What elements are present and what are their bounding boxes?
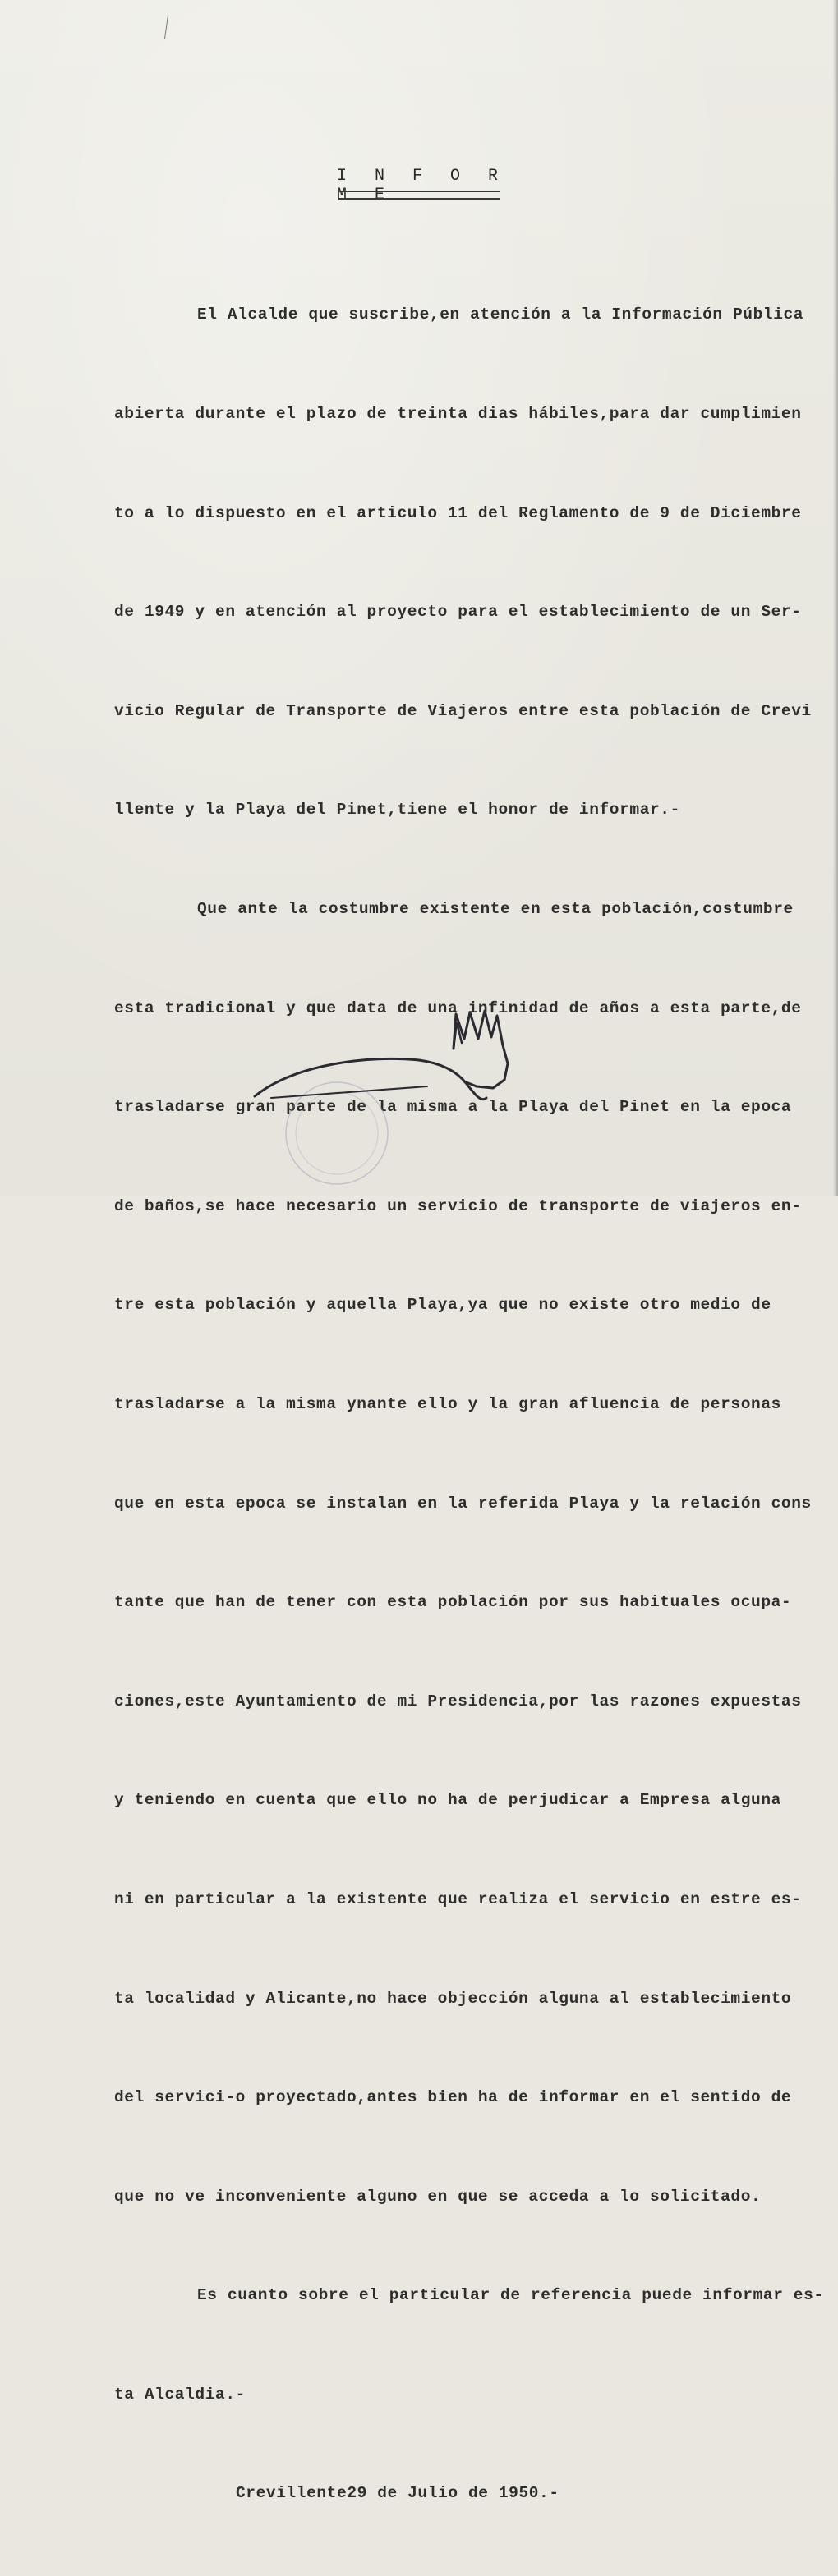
text-line: ciones,este Ayuntamiento de mi Presidencia,por las razones expuestas xyxy=(114,1692,802,1710)
text-line: trasladarse gran parte de la misma a la Playa del Pinet en la epoca xyxy=(114,1098,792,1117)
mayor-signature xyxy=(246,1006,542,1121)
text-line: vicio Regular de Transporte de Viajeros entre esta población de Crevi xyxy=(114,701,812,720)
text-line: que en esta epoca se instalan en la referida Playa y la relación cons xyxy=(114,1494,812,1513)
text-line: ta Alcaldia.- xyxy=(114,2385,246,2404)
text-line: abierta durante el plazo de treinta dias hábiles,para dar cumplimien xyxy=(114,405,802,423)
text-line: llente y la Playa del Pinet,tiene el honor de informar.- xyxy=(114,801,680,820)
report-body xyxy=(114,232,834,2576)
text-line: trasladarse a la misma ynante ello y la gran afluencia de personas xyxy=(114,1394,781,1413)
text-line: Que ante la costumbre existente en esta población,costumbre xyxy=(197,899,794,918)
document-heading: I N F O R M E xyxy=(337,167,508,204)
text-line: de 1949 y en atención al proyecto para el establecimiento de un Ser- xyxy=(114,603,802,622)
text-line: que no ve inconveniente alguno en que se acceda a lo solicitado. xyxy=(114,2187,762,2206)
text-line: tante que han de tener con esta población por sus habituales ocupa- xyxy=(114,1593,792,1612)
text-line: ni en particular a la existente que realiza el servicio en estre es- xyxy=(114,1890,802,1908)
text-line: El Alcalde que suscribe,en atención a la Información Pública xyxy=(197,305,804,324)
text-line: del servici-o proyectado,antes bien ha de informar en el sentido de xyxy=(114,2088,792,2107)
date-line: Crevillente29 de Julio de 1950.- xyxy=(236,2484,559,2503)
text-line: to a lo dispuesto en el articulo 11 del Reglamento de 9 de Diciembre xyxy=(114,503,802,522)
pencil-mark xyxy=(164,15,171,39)
text-line: tre esta población y aquella Playa,ya que no existe otro medio de xyxy=(114,1296,771,1315)
text-line: y teniendo en cuenta que ello no ha de perjudicar a Empresa alguna xyxy=(114,1791,781,1810)
text-line: esta tradicional y que data de una infinidad de años a esta parte,de xyxy=(114,999,802,1017)
text-line: ta localidad y Alicante,no hace objección alguna al establecimiento xyxy=(114,1989,792,2008)
text-line: de baños,se hace necesario un servicio de transporte de viajeros en- xyxy=(114,1196,802,1215)
text-line: Es cuanto sobre el particular de referencia puede informar es- xyxy=(197,2286,824,2305)
heading-underline xyxy=(338,191,500,200)
